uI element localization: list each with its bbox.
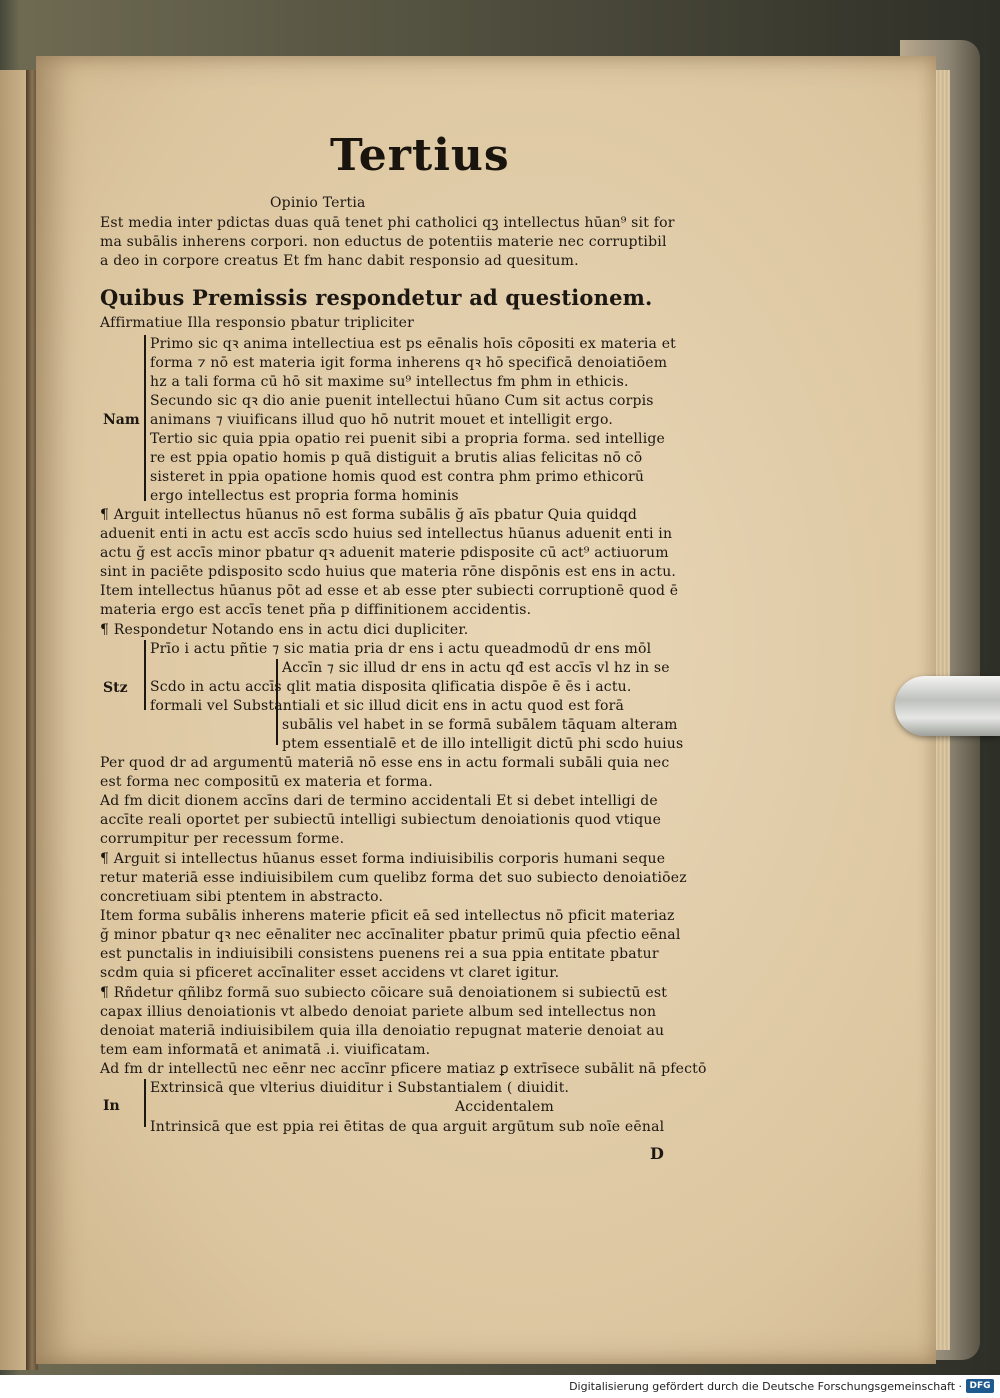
text-line: animans ⁊ viuificans illud quo hō nutrit mouet et intelligit ergo.: [150, 412, 613, 428]
text-line: corrumpitur per recessum forme.: [100, 831, 345, 847]
page-clip: [895, 676, 1000, 736]
text-line: ğ minor pbatur qꝛ nec eēnaliter nec accīnaliter pbatur primū quia pfectio eēnal: [100, 927, 681, 943]
text-line: subālis vel habet in se formā subālem tāquam alteram: [282, 717, 678, 733]
text-line: ¶ Rñdetur qñlibz formā suo subiecto cōicare suā denoiationem si subiectū est: [100, 985, 668, 1001]
margin-label-nam: Nam: [103, 412, 140, 428]
text-line: Tertio sic quia ppia opatio rei puenit sibi a propria forma. sed intellige: [150, 431, 666, 447]
bracket: [144, 1079, 146, 1127]
text-line: Prīo i actu pñtie ⁊ sic matia pria dr ens i actu queadmodū dr ens mōl: [150, 641, 652, 657]
text-line: denoiat materiā indiuisibilem quia illa denoiatio repugnat materie denoiat au: [100, 1023, 665, 1039]
text-line: formali vel Substantiali et sic illud dicit ens in actu quod est forā: [150, 698, 625, 714]
bracket: [144, 335, 146, 501]
page-title: Tertius: [330, 130, 510, 181]
text-line: aduenit enti in actu est accīs scdo huius sed intellectus hūanus aduenit enti in: [100, 526, 673, 542]
text-line: tem eam informatā et animatā .i. viuificatam.: [100, 1042, 431, 1058]
text-line: a deo in corpore creatus Et fm hanc dabit responsio ad quesitum.: [100, 253, 579, 269]
margin-label-stz: Stz: [103, 680, 128, 696]
text-line: Per quod dr ad argumentū materiā nō esse ens in actu formali subāli quia nec: [100, 755, 670, 771]
bracket: [144, 640, 146, 710]
text-line: Accīn ⁊ sic illud dr ens in actu qđ est accīs vl hz in se: [282, 660, 670, 676]
text-line: Accidentalem: [455, 1099, 554, 1115]
text-line: Est media inter pdictas duas quā tenet phi catholici qꝫ intellectus hūan⁹ sit for: [100, 215, 675, 231]
text-line: ¶ Respondetur Notando ens in actu dici dupliciter.: [100, 622, 469, 638]
text-line: Secundo sic qꝛ dio anie puenit intellectui hūano Cum sit actus corpis: [150, 393, 654, 409]
text-line: sisteret in ppia opatione homis quod est contra phm primo ethicorū: [150, 469, 645, 485]
text-line: est punctalis in indiuisibili consistens puenens rei a sua ppia entitate pbatur: [100, 946, 659, 962]
footer-credit: Digitalisierung gefördert durch die Deutsche Forschungsgemeinschaft ·: [569, 1380, 962, 1393]
text-line: Extrinsicā que vlterius diuiditur i Substantialem ( diuidit.: [150, 1080, 570, 1096]
text-line: materia ergo est accīs tenet pña p diffinitionem accidentis.: [100, 602, 532, 618]
margin-label-in: In: [103, 1098, 120, 1114]
opinio-heading: Opinio Tertia: [270, 195, 366, 211]
text-line: Item intellectus hūanus pōt ad esse et ab esse pter subiecti corruptionē quod ē: [100, 583, 679, 599]
text-line: concretiuam sibi ptentem in abstracto.: [100, 889, 384, 905]
text-line: Ad fm dr intellectū nec eēnr nec accīnr pficere matiaz ꝑ extrīsece subālit nā pfectō: [100, 1061, 707, 1077]
text-line: retur materiā esse indiuisibilem cum quelibz forma det suo subiecto denoiatiōez: [100, 870, 687, 886]
text-line: accīte reali oportet per subiectū intelligi subiectum denoiationis quod vtique: [100, 812, 662, 828]
text-line: actu ğ est accīs minor pbatur qꝛ aduenit materie pdisposite cū act⁹ actiuorum: [100, 545, 669, 561]
text-line: re est ppia opatio homis p quā distiguit a brutis alias felicitas nō cō: [150, 450, 643, 466]
signature-mark: D: [650, 1144, 664, 1163]
text-line: Scdo in actu accīs qlit matia disposita qlificatia dispōe ē ēs i actu.: [150, 679, 632, 695]
text-line: ma subālis inherens corpori. non eductus de potentiis materie nec corruptibil: [100, 234, 667, 250]
text-line: ¶ Arguit si intellectus hūanus esset forma indiuisibilis corporis humani seque: [100, 851, 666, 867]
dfg-logo-icon: DFG: [966, 1379, 994, 1393]
text-line: hz a tali forma cū hō sit maxime su⁹ intellectus fm phm in ethicis.: [150, 374, 629, 390]
text-line: Ad fm dicit dionem accīns dari de termino accidentali Et si debet intelligi de: [100, 793, 658, 809]
text-line: est forma nec compositū ex materia et forma.: [100, 774, 433, 790]
text-line: Item forma subālis inherens materie pficit eā sed intellectus nō pficit materiaz: [100, 908, 675, 924]
text-line: scdm quia si pficeret accīnaliter esset accidens vt claret igitur.: [100, 965, 560, 981]
text-line: sint in paciēte pdisposito scdo huius que materia rōne dispōnis est ens in actu.: [100, 564, 677, 580]
text-line: Intrinsicā que est ppia rei ētitas de qua arguit argūtum sub noīe eēnal: [150, 1119, 665, 1135]
section-heading: Quibus Premissis respondetur ad questionem.: [100, 285, 653, 310]
text-line: ergo intellectus est propria forma hominis: [150, 488, 459, 504]
text-line: forma ⁊ nō est materia igit forma inherens qꝛ hō specificā denoiatiōem: [150, 355, 668, 371]
text-line: capax illius denoiationis vt albedo denoiat pariete album sed intellectus non: [100, 1004, 657, 1020]
text-line: Affirmatiue Illa responsio pbatur tripliciter: [100, 315, 414, 331]
text-line: Primo sic qꝛ anima intellectiua est ps eēnalis hoīs cōpositi ex materia et: [150, 336, 677, 352]
text-line: ptem essentialē et de illo intelligit dictū phi scdo huius: [282, 736, 684, 752]
text-line: ¶ Arguit intellectus hūanus nō est forma subālis ğ aīs pbatur Quia quidqd: [100, 507, 638, 523]
